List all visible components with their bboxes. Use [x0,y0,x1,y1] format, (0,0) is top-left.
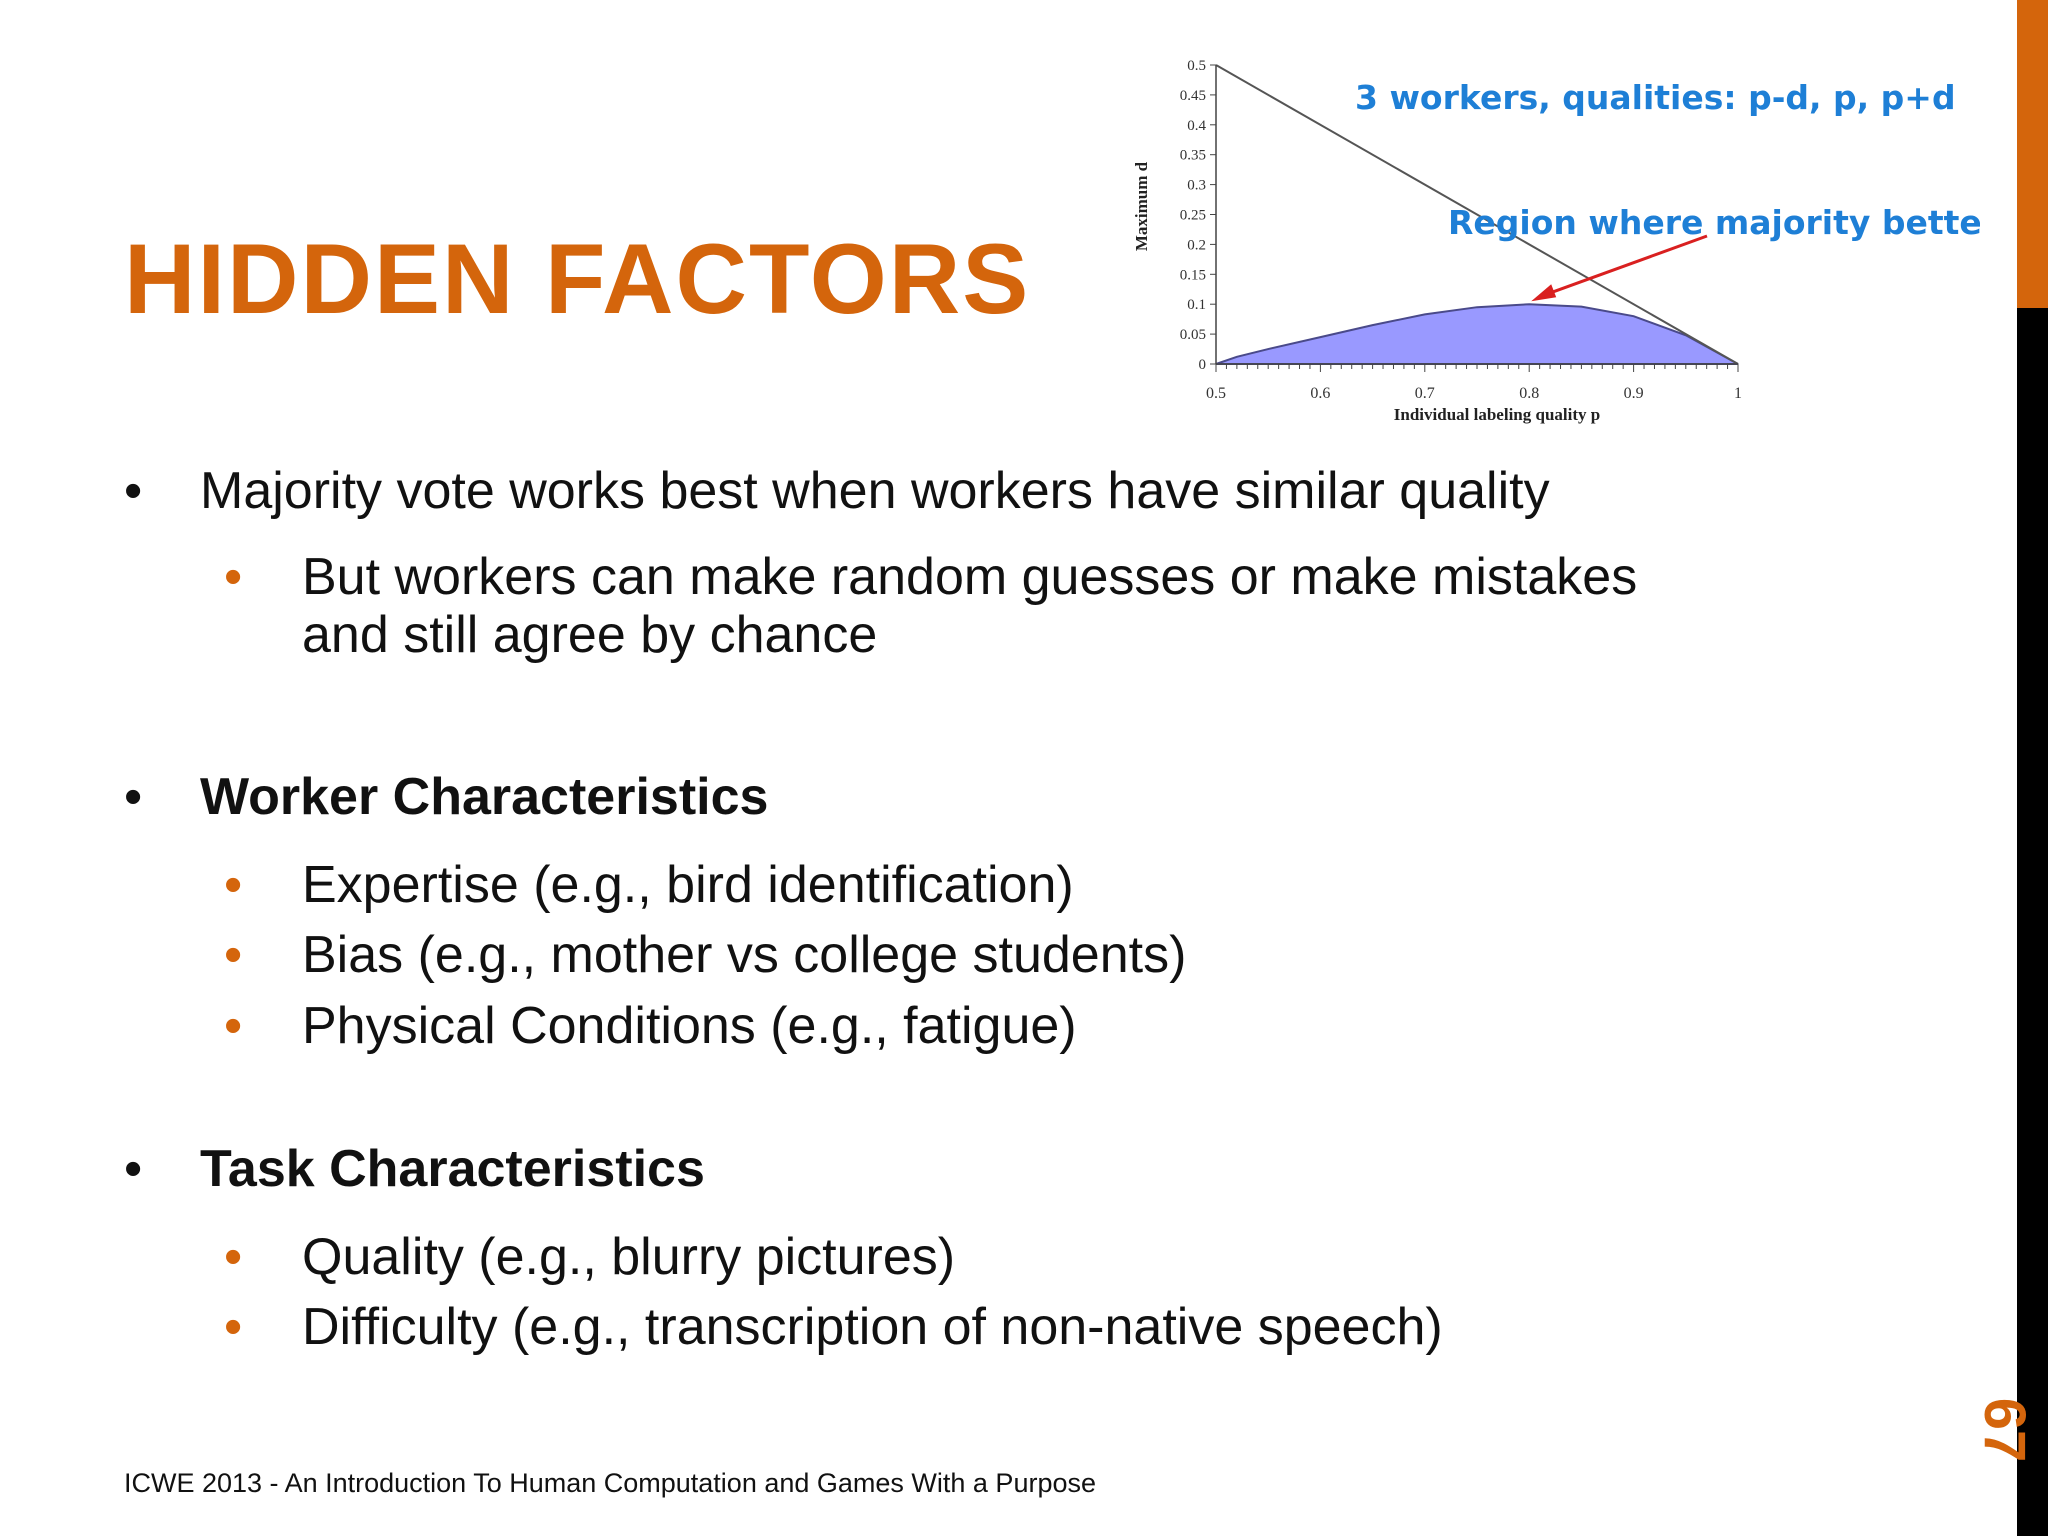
x-tick-label: 1 [1734,385,1742,402]
sub-bullet-marker: • [224,856,243,914]
x-tick-label: 0.6 [1310,385,1331,402]
sub-bullet-text: But workers can make random guesses or make mistakes [302,548,1638,606]
annotation-workers: 3 workers, qualities: p-d, p, p+d [1355,78,1956,117]
bullet-marker: • [124,1140,143,1198]
y-tick-label: 0.1 [1187,297,1206,314]
sub-bullet-text: Expertise (e.g., bird identification) [302,856,1074,914]
bullet-marker: • [124,768,143,826]
footer-text: ICWE 2013 - An Introduction To Human Computation and Games With a Purpose [124,1468,1096,1498]
sub-bullet-marker: • [224,926,243,984]
x-tick-label: 0.5 [1206,385,1226,402]
sub-bullet-text: Bias (e.g., mother vs college students) [302,926,1187,984]
slide-title: HIDDEN FACTORS [124,223,1031,334]
sub-bullet-text: and still agree by chance [302,606,878,664]
x-tick-label: 0.9 [1623,385,1644,402]
bullet-marker: • [124,462,143,520]
slide-number: 67 [1972,1397,2037,1463]
y-axis-label: Maximum d [1132,161,1151,252]
accent-bar-orange [2017,0,2048,308]
y-tick-label: 0.05 [1179,327,1206,344]
annotation-region: Region where majority better [1448,203,1980,242]
sub-bullet-marker: • [224,1298,243,1356]
y-tick-label: 0.2 [1187,237,1206,254]
sub-bullet-marker: • [224,997,243,1055]
y-tick-label: 0.4 [1187,117,1206,134]
sub-bullet-marker: • [224,548,243,606]
sub-bullet-text: Quality (e.g., blurry pictures) [302,1228,956,1286]
y-tick-label: 0.3 [1187,177,1206,194]
y-tick-label: 0.5 [1187,58,1206,74]
bullet-text: Worker Characteristics [200,768,769,826]
accent-bar-black [2017,308,2048,1536]
y-tick-label: 0.35 [1179,147,1206,164]
x-axis-label: Individual labeling quality p [1393,405,1601,424]
x-tick-label: 0.7 [1414,385,1435,402]
bullet-text: Task Characteristics [200,1140,705,1198]
y-tick-label: 0.25 [1179,207,1206,224]
y-tick-label: 0.45 [1179,87,1206,104]
sub-bullet-marker: • [224,1228,243,1286]
sub-bullet-text: Physical Conditions (e.g., fatigue) [302,997,1077,1055]
y-tick-label: 0.15 [1179,267,1206,284]
x-tick-label: 0.8 [1519,385,1540,402]
y-tick-label: 0 [1198,357,1206,373]
bullet-text: Majority vote works best when workers have similar quality [200,462,1550,520]
sub-bullet-text: Difficulty (e.g., transcription of non-native speech) [302,1298,1443,1356]
